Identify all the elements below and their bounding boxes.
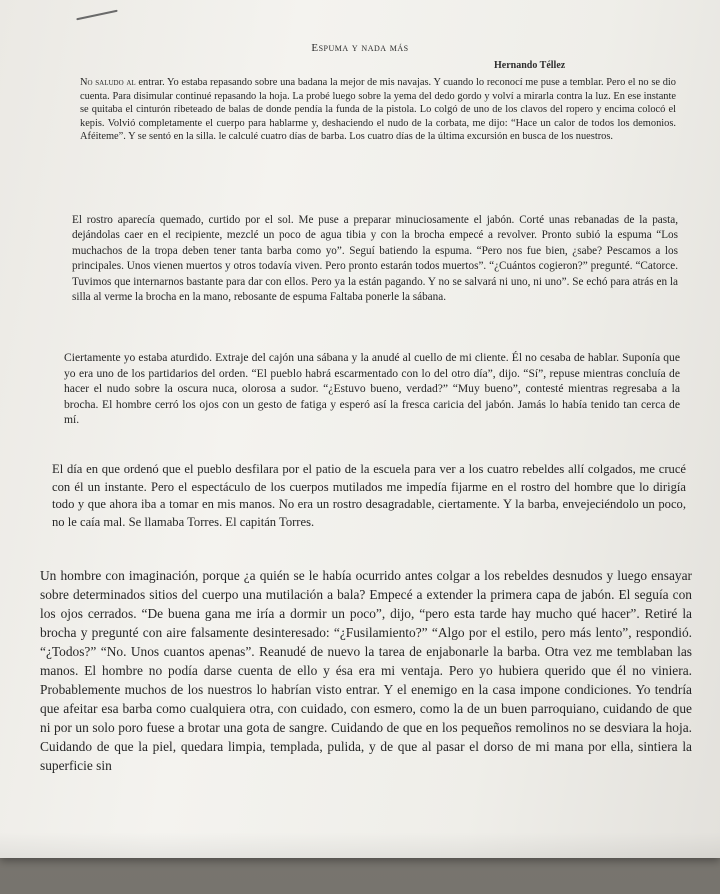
sheet-bottom-shadow xyxy=(0,832,720,858)
pen-mark xyxy=(76,10,117,21)
author-name: Hernando Téllez xyxy=(494,60,566,71)
paragraph-1 xyxy=(80,76,676,144)
paragraph-2: El rostro aparecía quemado, curtido por el sol. Me puse a preparar minuciosamente el jabón. Corté unas rebanadas de la pasta, dejándolas caer en el recipiente, mezclé un poco de agua tibia y con la brocha empecé a revolver. Pronto subió la espuma “Los muchachos de la tropa deben tener tanta barba como yo”. Seguí batiendo la espuma. “Pero nos fue bien, ¿sabe? Pescamos a los principales. Unos vienen muertos y otros todavía viven. Pero pronto estarán todos muertos”. “¿Cuántos cogieron?” pregunté. “Catorce. Tuvimos que internarnos bastante para dar con ellos. Pero ya la están pagando. Y no se salvará ni uno, ni uno”. Se echó para atrás en la silla al verme la brocha en la mano, rebosante de espuma Faltaba ponerle la sábana. xyxy=(72,214,678,304)
paragraph-3: Ciertamente yo estaba aturdido. Extraje del cajón una sábana y la anudé al cuello de mi cliente. Él no cesaba de hablar. Suponía que yo era uno de los partidarios del orden. “El pueblo habrá escarmentado con lo del otro día”, dijo. “Sí”, repuse mientras concluía de hacer el nudo sobre la oscura nuca, olorosa a sudor. “¿Estuvo bueno, verdad?” “Muy bueno”, contesté mientras regresaba a la brocha. El hombre cerró los ojos con un gesto de fatiga y esperó así la fresca caricia del jabón. Jamás lo había tenido tan cerca de mí. xyxy=(64,351,680,427)
paragraph-5: Un hombre con imaginación, porque ¿a quién se le había ocurrido antes colgar a los rebeldes desnudos y luego ensayar sobre determinados sitios del cuerpo una mutilación a bala? Empecé a extender la primera capa de jabón. El seguía con los ojos cerrados. “De buena gana me iría a dormir un poco”, dijo, “pero esta tarde hay mucho qué hacer”. Retiré la brocha y pregunté con aire falsamente desinteresado: “¿Fusilamiento?” “Algo por el estilo, pero más lento”, respondió. “¿Todos?” “No. Unos cuantos apenas”. Reanudé de nuevo la tarea de enjabonarle la barba. Otra vez me temblaban las manos. El hombre no podía darse cuenta de ello y ésa era mi ventaja. Pero yo hubiera querido que él no viniera. Probablemente muchos de los nuestros lo habrían visto entrar. Y el enemigo en la casa impone condiciones. Yo tendría que afeitar esa barba como cualquiera otra, con cuidado, con esmero, como la de un buen parroquiano, cuidando de que ni por un solo poro fuese a brotar una gota de sangre. Cuidando de que en los pequeños remolinos no se desviara la hoja. Cuidando de que la piel, quedara limpia, templada, pulida, y de que al pasar el dorso de mi mana por ella, sintiera la superficie sin xyxy=(40,568,692,773)
story-title: Espuma y nada más xyxy=(311,42,409,54)
paragraph-1-lead: No saludo al xyxy=(80,77,136,88)
paragraph-4: El día en que ordenó que el pueblo desfilara por el patio de la escuela para ver a los cuatro rebeldes allí colgados, me crucé con él un instante. Pero el espectáculo de los cuerpos mutilados me impedía fijarme en el rostro del hombre que lo dirigía todo y que ahora iba a tomar en mis manos. No era un rostro desagradable, ciertamente. Y la barba, envejeciéndolo un poco, no le caía mal. Se llamaba Torres. El capitán Torres. xyxy=(52,462,686,529)
paragraph-1-text: entrar. Yo estaba repasando sobre una badana la mejor de mis navajas. Y cuando lo reconocí me puse a temblar. Pero el no se dio cuenta. Para disimular continué repasando la hoja. La probé luego sobre la yema del dedo gordo y volví a mirarla contra la luz. En ese instante se quitaba el cinturón ribeteado de balas de donde pendía la funda de la pistola. Lo colgó de uno de los clavos del ropero y encima colocó el kepis. Volvió completamente el cuerpo para hablarme y, deshaciendo el nudo de la corbata, me dijo: “Hace un calor de todos los demonios. Aféiteme”. Y se sentó en la silla. le calculé cuatro días de barba. Los cuatro días de la última excursión en busca de los nuestros. xyxy=(80,77,676,142)
